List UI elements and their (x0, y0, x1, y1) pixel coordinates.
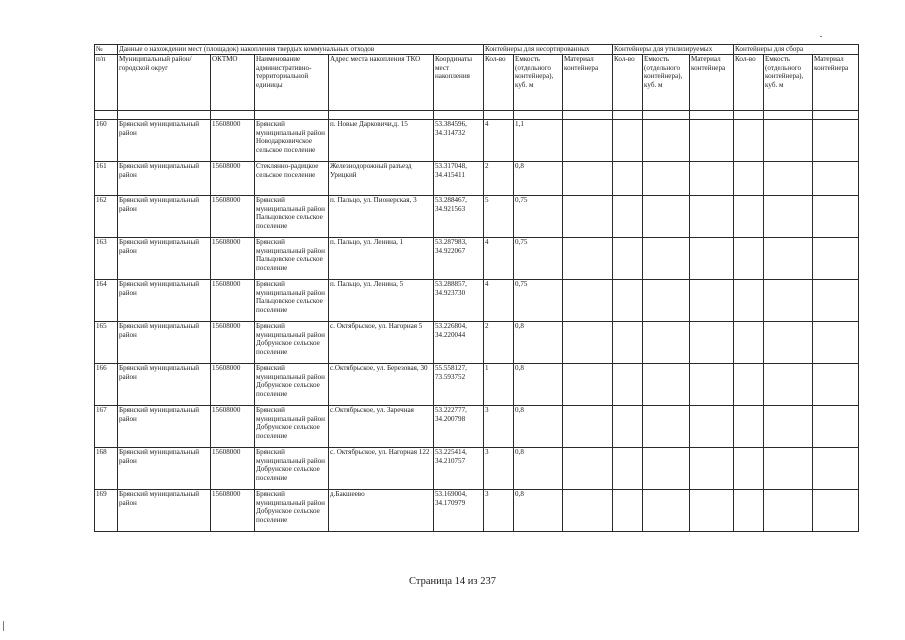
table-row (95, 120, 859, 162)
address-cell: с. Октябрьское, ул. Нагорная 5 (329, 322, 434, 364)
empty-cell (734, 406, 764, 448)
empty-cell (734, 322, 764, 364)
empty-cell (734, 364, 764, 406)
empty-cell (764, 162, 813, 196)
group-recycled-header: Контейнеры для утилизируемых (613, 45, 734, 55)
header-row-columns (95, 55, 859, 111)
row-number: 165 (95, 322, 118, 364)
district-cell: Брянский муниципальный район (118, 238, 211, 280)
empty-cell (613, 406, 643, 448)
col-district-header: Муниципальный район/городской округ (118, 55, 211, 111)
empty-cell (734, 280, 764, 322)
count-cell: 2 (484, 322, 514, 364)
empty-cell (690, 490, 734, 532)
address-cell: с.Октябрьское, ул. Заречная (329, 406, 434, 448)
oktmo-cell: 15608000 (211, 162, 255, 196)
table-row (95, 490, 859, 532)
district-cell: Брянский муниципальный район (118, 162, 211, 196)
empty-cell (613, 448, 643, 490)
empty-cell (813, 448, 859, 490)
empty-cell (563, 364, 613, 406)
volume-cell: 1,1 (514, 120, 563, 162)
empty-cell (813, 120, 859, 162)
district-cell: Брянский муниципальный район (118, 448, 211, 490)
empty-cell (613, 490, 643, 532)
empty-cell (643, 406, 690, 448)
scan-speck (3, 621, 4, 631)
volume-cell: 0,8 (514, 490, 563, 532)
volume-cell: 0,8 (514, 448, 563, 490)
coords-cell: 53.317048, 34.415411 (434, 162, 484, 196)
empty-cell (764, 490, 813, 532)
empty-cell (643, 120, 690, 162)
group-unsorted-header: Контейнеры для несортированных (484, 45, 613, 55)
empty-cell (563, 406, 613, 448)
header-spacer-row (95, 111, 859, 120)
col-material-header: Материал контейнера (813, 55, 859, 111)
district-cell: Брянский муниципальный район (118, 196, 211, 238)
col-volume-header: Емкость (отдельного контейнера), куб. м (643, 55, 690, 111)
coords-cell: 53.169004, 34.170979 (434, 490, 484, 532)
count-cell: 3 (484, 448, 514, 490)
empty-cell (563, 162, 613, 196)
count-cell: 4 (484, 238, 514, 280)
count-cell: 4 (484, 120, 514, 162)
empty-cell (613, 162, 643, 196)
admin-unit-cell: Брянский муниципальный район Пальцовское сельское поселение (255, 196, 329, 238)
row-number: 160 (95, 120, 118, 162)
empty-cell (563, 448, 613, 490)
table-row (95, 322, 859, 364)
address-cell: д.Бакшеево (329, 490, 434, 532)
empty-cell (813, 280, 859, 322)
admin-unit-cell: Стеклянно-радицкое сельское поселение (255, 162, 329, 196)
district-cell: Брянский муниципальный район (118, 120, 211, 162)
empty-cell (734, 448, 764, 490)
district-cell: Брянский муниципальный район (118, 364, 211, 406)
volume-cell: 0,75 (514, 196, 563, 238)
count-cell: 1 (484, 364, 514, 406)
admin-unit-cell: Брянский муниципальный район Добрунское сельское поселение (255, 322, 329, 364)
empty-cell (643, 490, 690, 532)
empty-cell (563, 196, 613, 238)
empty-cell (734, 162, 764, 196)
empty-cell (690, 322, 734, 364)
row-number: 162 (95, 196, 118, 238)
table-row (95, 162, 859, 196)
empty-cell (690, 448, 734, 490)
table-row (95, 406, 859, 448)
empty-cell (690, 196, 734, 238)
oktmo-cell: 15608000 (211, 406, 255, 448)
empty-cell (563, 120, 613, 162)
empty-cell (813, 406, 859, 448)
oktmo-cell: 15608000 (211, 120, 255, 162)
empty-cell (764, 406, 813, 448)
empty-cell (690, 406, 734, 448)
admin-unit-cell: Брянский муниципальный район Добрунское сельское поселение (255, 364, 329, 406)
empty-cell (643, 238, 690, 280)
coords-cell: 53.226804, 34.220044 (434, 322, 484, 364)
col-no-header: № (95, 45, 118, 55)
coords-cell: 55.558127, 73.593752 (434, 364, 484, 406)
district-cell: Брянский муниципальный район (118, 280, 211, 322)
group-collection-header: Контейнеры для сбора (734, 45, 859, 55)
count-cell: 3 (484, 406, 514, 448)
count-cell: 2 (484, 162, 514, 196)
col-count-header: Кол-во (734, 55, 764, 111)
empty-cell (734, 238, 764, 280)
empty-cell (643, 448, 690, 490)
row-number: 164 (95, 280, 118, 322)
admin-unit-cell: Брянский муниципальный район Пальцовское сельское поселение (255, 238, 329, 280)
volume-cell: 0,8 (514, 162, 563, 196)
empty-cell (813, 162, 859, 196)
table-row (95, 364, 859, 406)
coords-cell: 53.287983, 34.922067 (434, 238, 484, 280)
district-cell: Брянский муниципальный район (118, 490, 211, 532)
row-number: 169 (95, 490, 118, 532)
count-cell: 5 (484, 196, 514, 238)
empty-cell (643, 364, 690, 406)
col-address-header: Адрес места накопления ТКО (329, 55, 434, 111)
empty-cell (734, 490, 764, 532)
col-count-header: Кол-во (613, 55, 643, 111)
address-cell: п. Новые Дарковичи,д. 15 (329, 120, 434, 162)
empty-cell (813, 196, 859, 238)
empty-cell (690, 162, 734, 196)
col-volume-header: Емкость (отдельного контейнера), куб. м (764, 55, 813, 111)
empty-cell (563, 238, 613, 280)
empty-cell (764, 322, 813, 364)
oktmo-cell: 15608000 (211, 490, 255, 532)
empty-cell (764, 364, 813, 406)
group-location-header: Данные о нахождении мест (площадок) накопления твердых коммунальных отходов (118, 45, 484, 55)
empty-cell (764, 448, 813, 490)
coords-cell: 53.222777, 34.200798 (434, 406, 484, 448)
empty-cell (813, 364, 859, 406)
coords-cell: 53.225414, 34.210757 (434, 448, 484, 490)
table-row (95, 196, 859, 238)
admin-unit-cell: Брянский муниципальный район Добрунское сельское поселение (255, 406, 329, 448)
volume-cell: 0,8 (514, 322, 563, 364)
col-admin-header: Наименование административно-территориальной единицы (255, 55, 329, 111)
count-cell: 4 (484, 280, 514, 322)
address-cell: с.Октябрьское, ул. Березовая, 30 (329, 364, 434, 406)
oktmo-cell: 15608000 (211, 196, 255, 238)
oktmo-cell: 15608000 (211, 364, 255, 406)
count-cell: 3 (484, 490, 514, 532)
row-number: 161 (95, 162, 118, 196)
admin-unit-cell: Брянский муниципальный район Пальцовское сельское поселение (255, 280, 329, 322)
col-no-sub-header: п/п (95, 55, 118, 111)
oktmo-cell: 15608000 (211, 280, 255, 322)
oktmo-cell: 15608000 (211, 322, 255, 364)
volume-cell: 0,75 (514, 238, 563, 280)
scan-speck (820, 36, 822, 37)
row-number: 167 (95, 406, 118, 448)
empty-cell (690, 280, 734, 322)
volume-cell: 0,8 (514, 364, 563, 406)
table-row (95, 448, 859, 490)
col-volume-header: Емкость (отдельного контейнера), куб. м (514, 55, 563, 111)
address-cell: Железнодорожный разъезд Урицкий (329, 162, 434, 196)
coords-cell: 53.288467, 34.921563 (434, 196, 484, 238)
admin-unit-cell: Брянский муниципальный район Добрунское сельское поселение (255, 490, 329, 532)
row-number: 168 (95, 448, 118, 490)
volume-cell: 0,75 (514, 280, 563, 322)
address-cell: п. Пальцо, ул. Ленина, 5 (329, 280, 434, 322)
empty-cell (734, 120, 764, 162)
col-material-header: Материал контейнера (563, 55, 613, 111)
address-cell: п. Пальцо, ул. Пионерская, 3 (329, 196, 434, 238)
empty-cell (613, 322, 643, 364)
col-coords-header: Координаты мест накопления (434, 55, 484, 111)
table-row (95, 238, 859, 280)
empty-cell (813, 322, 859, 364)
empty-cell (690, 120, 734, 162)
district-cell: Брянский муниципальный район (118, 322, 211, 364)
coords-cell: 53.384596, 34.314732 (434, 120, 484, 162)
oktmo-cell: 15608000 (211, 448, 255, 490)
empty-cell (613, 238, 643, 280)
admin-unit-cell: Брянский муниципальный район Добрунское сельское поселение (255, 448, 329, 490)
empty-cell (613, 364, 643, 406)
address-cell: с. Октябрьское, ул. Нагорная 122 (329, 448, 434, 490)
empty-cell (563, 322, 613, 364)
empty-cell (690, 238, 734, 280)
empty-cell (643, 196, 690, 238)
page-number: Страница 14 из 237 (409, 576, 496, 587)
empty-cell (813, 490, 859, 532)
row-number: 163 (95, 238, 118, 280)
empty-cell (813, 238, 859, 280)
waste-sites-table (94, 44, 859, 532)
empty-cell (643, 322, 690, 364)
volume-cell: 0,8 (514, 406, 563, 448)
row-number: 166 (95, 364, 118, 406)
empty-cell (613, 280, 643, 322)
col-material-header: Материал контейнера (690, 55, 734, 111)
empty-cell (563, 280, 613, 322)
col-oktmo-header: ОКТМО (211, 55, 255, 111)
table-row (95, 280, 859, 322)
empty-cell (764, 238, 813, 280)
empty-cell (643, 280, 690, 322)
empty-cell (563, 490, 613, 532)
district-cell: Брянский муниципальный район (118, 406, 211, 448)
col-count-header: Кол-во (484, 55, 514, 111)
empty-cell (690, 364, 734, 406)
empty-cell (734, 196, 764, 238)
empty-cell (613, 196, 643, 238)
address-cell: п. Пальцо, ул. Ленина, 1 (329, 238, 434, 280)
empty-cell (643, 162, 690, 196)
coords-cell: 53.288857, 34.923730 (434, 280, 484, 322)
empty-cell (764, 280, 813, 322)
empty-cell (764, 196, 813, 238)
header-row-groups (95, 45, 859, 55)
empty-cell (613, 120, 643, 162)
empty-cell (764, 120, 813, 162)
admin-unit-cell: Брянский муниципальный район Новодарковичское сельское поселение (255, 120, 329, 162)
oktmo-cell: 15608000 (211, 238, 255, 280)
